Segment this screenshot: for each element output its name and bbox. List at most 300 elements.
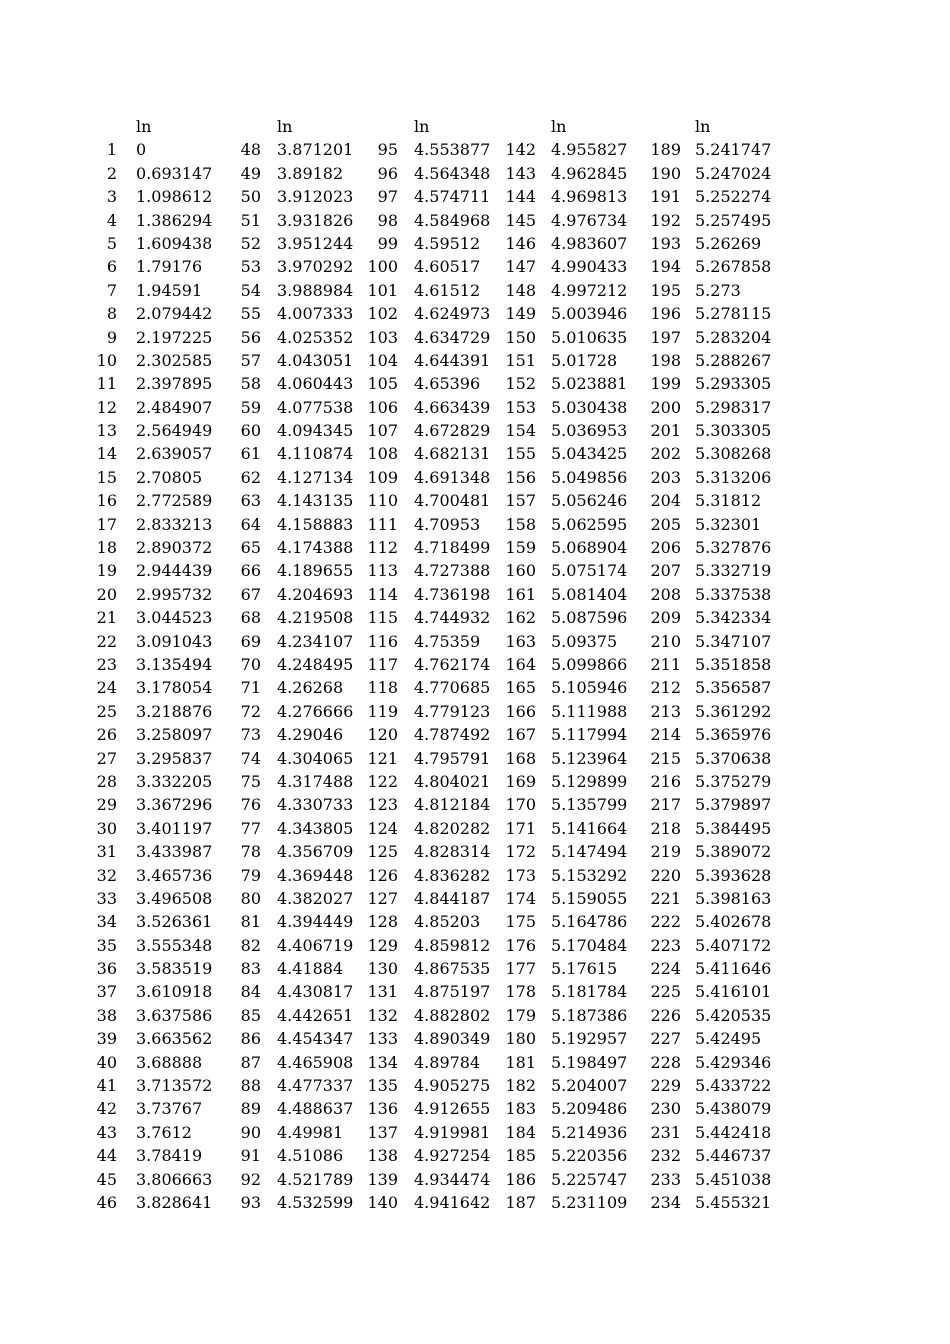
n-cell: 110 — [367, 491, 398, 511]
n-cell: 20 — [96, 584, 117, 604]
n-cell: 184 — [505, 1122, 536, 1142]
n-cell: 83 — [240, 959, 261, 979]
n-cell: 99 — [377, 233, 398, 253]
ln-value-cell: 4.663439 — [414, 397, 491, 417]
n-cell: 205 — [650, 514, 681, 534]
ln-value-cell: 5.135799 — [551, 795, 628, 815]
n-cell: 91 — [240, 1146, 261, 1166]
column-header-ln: ln — [136, 117, 152, 136]
ln-value-cell: 4.75359 — [414, 631, 481, 651]
ln-value-cell: 3.637586 — [136, 1005, 213, 1025]
ln-value-cell: 3.583519 — [136, 959, 213, 979]
ln-value-cell: 3.401197 — [136, 818, 213, 838]
n-cell: 80 — [240, 888, 261, 908]
ln-value-cell: 4.356709 — [277, 842, 354, 862]
ln-value-cell: 3.7612 — [136, 1122, 192, 1142]
ln-value-cell: 5.241747 — [695, 140, 772, 160]
n-cell: 62 — [240, 467, 261, 487]
n-cell: 102 — [367, 304, 398, 324]
n-cell: 126 — [367, 865, 398, 885]
n-cell: 13 — [96, 421, 117, 441]
n-cell: 227 — [650, 1029, 681, 1049]
ln-value-cell: 5.273 — [695, 280, 741, 300]
n-cell: 139 — [367, 1169, 398, 1189]
n-cell: 25 — [96, 701, 117, 721]
table-row — [0, 489, 950, 512]
ln-value-cell: 4.919981 — [414, 1122, 491, 1142]
ln-value-cell: 4.477337 — [277, 1076, 354, 1096]
ln-value-cell: 5.141664 — [551, 818, 628, 838]
ln-value-cell: 3.218876 — [136, 701, 213, 721]
n-cell: 164 — [505, 654, 536, 674]
table-row — [0, 232, 950, 255]
ln-value-cell: 3.931826 — [277, 210, 354, 230]
ln-value-cell: 4.983607 — [551, 233, 628, 253]
n-cell: 228 — [650, 1052, 681, 1072]
table-row — [0, 583, 950, 606]
n-cell: 37 — [96, 982, 117, 1002]
n-cell: 183 — [505, 1099, 536, 1119]
n-cell: 214 — [650, 725, 681, 745]
ln-value-cell: 4.077538 — [277, 397, 354, 417]
n-cell: 194 — [650, 257, 681, 277]
table-row — [0, 606, 950, 629]
n-cell: 57 — [240, 350, 261, 370]
ln-value-cell: 4.060443 — [277, 374, 354, 394]
table-row — [0, 1168, 950, 1191]
ln-value-cell: 4.691348 — [414, 467, 491, 487]
ln-value-cell: 5.379897 — [695, 795, 772, 815]
ln-value-cell: 2.079442 — [136, 304, 213, 324]
ln-value-cell: 5.313206 — [695, 467, 772, 487]
ln-value-cell: 5.225747 — [551, 1169, 628, 1189]
n-cell: 163 — [505, 631, 536, 651]
n-cell: 197 — [650, 327, 681, 347]
ln-value-cell: 3.806663 — [136, 1169, 213, 1189]
n-cell: 46 — [96, 1192, 117, 1212]
n-cell: 159 — [505, 538, 536, 558]
table-row — [0, 1027, 950, 1050]
n-cell: 74 — [240, 748, 261, 768]
table-row — [0, 1051, 950, 1074]
ln-value-cell: 4.682131 — [414, 444, 491, 464]
n-cell: 2 — [106, 163, 117, 183]
ln-value-cell: 1.79176 — [136, 257, 203, 277]
ln-value-cell: 4.795791 — [414, 748, 491, 768]
n-cell: 203 — [650, 467, 681, 487]
n-cell: 130 — [367, 959, 398, 979]
ln-value-cell: 5.433722 — [695, 1076, 772, 1096]
n-cell: 107 — [367, 421, 398, 441]
ln-value-cell: 4.521789 — [277, 1169, 354, 1189]
n-cell: 119 — [367, 701, 398, 721]
n-cell: 3 — [106, 187, 117, 207]
n-cell: 200 — [650, 397, 681, 417]
ln-value-cell: 4.127134 — [277, 467, 354, 487]
n-cell: 63 — [240, 491, 261, 511]
ln-value-cell: 4.110874 — [277, 444, 354, 464]
n-cell: 22 — [96, 631, 117, 651]
ln-value-cell: 2.197225 — [136, 327, 213, 347]
ln-value-cell: 5.31812 — [695, 491, 762, 511]
n-cell: 60 — [240, 421, 261, 441]
ln-value-cell: 4.219508 — [277, 608, 354, 628]
n-cell: 162 — [505, 608, 536, 628]
n-cell: 157 — [505, 491, 536, 511]
ln-value-cell: 4.60517 — [414, 257, 481, 277]
ln-value-cell: 5.420535 — [695, 1005, 772, 1025]
n-cell: 12 — [96, 397, 117, 417]
n-cell: 36 — [96, 959, 117, 979]
n-cell: 149 — [505, 304, 536, 324]
ln-value-cell: 4.406719 — [277, 935, 354, 955]
ln-value-cell: 4.844187 — [414, 888, 491, 908]
ln-value-cell: 4.890349 — [414, 1029, 491, 1049]
n-cell: 89 — [240, 1099, 261, 1119]
ln-value-cell: 4.007333 — [277, 304, 354, 324]
n-cell: 41 — [96, 1076, 117, 1096]
table-row — [0, 185, 950, 208]
ln-value-cell: 4.820282 — [414, 818, 491, 838]
ln-value-cell: 5.398163 — [695, 888, 772, 908]
n-cell: 226 — [650, 1005, 681, 1025]
n-cell: 109 — [367, 467, 398, 487]
table-row — [0, 1074, 950, 1097]
table-row — [0, 1097, 950, 1120]
ln-value-cell: 5.209486 — [551, 1099, 628, 1119]
ln-value-cell: 5.429346 — [695, 1052, 772, 1072]
n-cell: 19 — [96, 561, 117, 581]
ln-value-cell: 3.178054 — [136, 678, 213, 698]
n-cell: 16 — [96, 491, 117, 511]
n-cell: 216 — [650, 771, 681, 791]
ln-value-cell: 5.087596 — [551, 608, 628, 628]
n-cell: 150 — [505, 327, 536, 347]
n-cell: 217 — [650, 795, 681, 815]
n-cell: 4 — [106, 210, 117, 230]
ln-value-cell: 4.962845 — [551, 163, 628, 183]
n-cell: 223 — [650, 935, 681, 955]
ln-value-cell: 4.276666 — [277, 701, 354, 721]
n-cell: 135 — [367, 1076, 398, 1096]
n-cell: 143 — [505, 163, 536, 183]
ln-value-cell: 5.099866 — [551, 654, 628, 674]
ln-value-cell: 5.01728 — [551, 350, 618, 370]
ln-value-cell: 4.430817 — [277, 982, 354, 1002]
n-cell: 44 — [96, 1146, 117, 1166]
n-cell: 129 — [367, 935, 398, 955]
n-cell: 148 — [505, 280, 536, 300]
ln-value-cell: 5.117994 — [551, 725, 628, 745]
table-row — [0, 279, 950, 302]
ln-value-cell: 4.912655 — [414, 1099, 491, 1119]
n-cell: 142 — [505, 140, 536, 160]
n-cell: 153 — [505, 397, 536, 417]
n-cell: 58 — [240, 374, 261, 394]
n-cell: 64 — [240, 514, 261, 534]
n-cell: 167 — [505, 725, 536, 745]
ln-value-cell: 4.997212 — [551, 280, 628, 300]
n-cell: 181 — [505, 1052, 536, 1072]
ln-value-cell: 5.267858 — [695, 257, 772, 277]
ln-value-cell: 5.153292 — [551, 865, 628, 885]
n-cell: 105 — [367, 374, 398, 394]
ln-value-cell: 4.488637 — [277, 1099, 354, 1119]
ln-value-cell: 4.094345 — [277, 421, 354, 441]
ln-value-cell: 5.278115 — [695, 304, 772, 324]
n-cell: 208 — [650, 584, 681, 604]
n-cell: 120 — [367, 725, 398, 745]
n-cell: 190 — [650, 163, 681, 183]
ln-value-cell: 5.351858 — [695, 654, 772, 674]
ln-value-cell: 1.386294 — [136, 210, 213, 230]
ln-value-cell: 5.164786 — [551, 912, 628, 932]
ln-value-cell: 4.584968 — [414, 210, 491, 230]
ln-value-cell: 5.062595 — [551, 514, 628, 534]
ln-value-cell: 4.343805 — [277, 818, 354, 838]
ln-value-cell: 5.111988 — [551, 701, 628, 721]
ln-value-cell: 4.804021 — [414, 771, 491, 791]
n-cell: 70 — [240, 654, 261, 674]
n-cell: 201 — [650, 421, 681, 441]
ln-value-cell: 5.049856 — [551, 467, 628, 487]
ln-value-cell: 3.78419 — [136, 1146, 203, 1166]
n-cell: 7 — [106, 280, 117, 300]
ln-value-cell: 5.081404 — [551, 584, 628, 604]
n-cell: 6 — [106, 257, 117, 277]
table-row — [0, 957, 950, 980]
ln-value-cell: 5.337538 — [695, 584, 772, 604]
ln-value-cell: 3.044523 — [136, 608, 213, 628]
n-cell: 234 — [650, 1192, 681, 1212]
ln-value-cell: 5.192957 — [551, 1029, 628, 1049]
ln-value-cell: 5.308268 — [695, 444, 772, 464]
n-cell: 137 — [367, 1122, 398, 1142]
ln-value-cell: 4.59512 — [414, 233, 481, 253]
n-cell: 152 — [505, 374, 536, 394]
n-cell: 24 — [96, 678, 117, 698]
ln-value-cell: 5.247024 — [695, 163, 772, 183]
n-cell: 168 — [505, 748, 536, 768]
ln-value-cell: 4.672829 — [414, 421, 491, 441]
n-cell: 209 — [650, 608, 681, 628]
n-cell: 177 — [505, 959, 536, 979]
column-header-ln: ln — [277, 117, 293, 136]
n-cell: 172 — [505, 842, 536, 862]
ln-value-cell: 0 — [136, 140, 147, 160]
ln-value-cell: 4.976734 — [551, 210, 628, 230]
ln-value-cell: 5.105946 — [551, 678, 628, 698]
table-row — [0, 372, 950, 395]
ln-value-cell: 3.555348 — [136, 935, 213, 955]
n-cell: 26 — [96, 725, 117, 745]
n-cell: 49 — [240, 163, 261, 183]
n-cell: 114 — [367, 584, 398, 604]
n-cell: 79 — [240, 865, 261, 885]
ln-value-cell: 5.32301 — [695, 514, 762, 534]
ln-value-cell: 5.407172 — [695, 935, 772, 955]
ln-value-cell: 5.231109 — [551, 1192, 628, 1212]
table-row — [0, 138, 950, 161]
n-cell: 15 — [96, 467, 117, 487]
ln-value-cell: 5.159055 — [551, 888, 628, 908]
n-cell: 180 — [505, 1029, 536, 1049]
n-cell: 53 — [240, 257, 261, 277]
ln-value-cell: 5.442418 — [695, 1122, 772, 1142]
n-cell: 118 — [367, 678, 398, 698]
ln-value-cell: 4.882802 — [414, 1005, 491, 1025]
n-cell: 77 — [240, 818, 261, 838]
ln-value-cell: 5.198497 — [551, 1052, 628, 1072]
ln-value-cell: 4.779123 — [414, 701, 491, 721]
n-cell: 146 — [505, 233, 536, 253]
n-cell: 27 — [96, 748, 117, 768]
table-row — [0, 1004, 950, 1027]
n-cell: 212 — [650, 678, 681, 698]
ln-value-cell: 2.944439 — [136, 561, 213, 581]
n-cell: 8 — [106, 304, 117, 324]
n-cell: 103 — [367, 327, 398, 347]
n-cell: 182 — [505, 1076, 536, 1096]
ln-value-cell: 3.970292 — [277, 257, 354, 277]
n-cell: 5 — [106, 233, 117, 253]
ln-value-cell: 0.693147 — [136, 163, 213, 183]
ln-value-cell: 4.189655 — [277, 561, 354, 581]
ln-value-cell: 4.369448 — [277, 865, 354, 885]
ln-value-cell: 5.384495 — [695, 818, 772, 838]
ln-value-cell: 5.220356 — [551, 1146, 628, 1166]
ln-value-cell: 4.330733 — [277, 795, 354, 815]
ln-value-cell: 5.26269 — [695, 233, 762, 253]
table-row — [0, 980, 950, 1003]
n-cell: 187 — [505, 1192, 536, 1212]
ln-value-cell: 2.564949 — [136, 421, 213, 441]
n-cell: 225 — [650, 982, 681, 1002]
ln-table — [0, 115, 950, 1214]
ln-value-cell: 4.905275 — [414, 1076, 491, 1096]
ln-value-cell: 4.234107 — [277, 631, 354, 651]
n-cell: 131 — [367, 982, 398, 1002]
n-cell: 104 — [367, 350, 398, 370]
n-cell: 192 — [650, 210, 681, 230]
n-cell: 51 — [240, 210, 261, 230]
n-cell: 40 — [96, 1052, 117, 1072]
n-cell: 195 — [650, 280, 681, 300]
n-cell: 112 — [367, 538, 398, 558]
n-cell: 113 — [367, 561, 398, 581]
ln-value-cell: 3.713572 — [136, 1076, 213, 1096]
ln-value-cell: 2.302585 — [136, 350, 213, 370]
ln-value-cell: 5.365976 — [695, 725, 772, 745]
ln-value-cell: 5.023881 — [551, 374, 628, 394]
n-cell: 132 — [367, 1005, 398, 1025]
n-cell: 30 — [96, 818, 117, 838]
table-row — [0, 653, 950, 676]
n-cell: 96 — [377, 163, 398, 183]
table-row — [0, 676, 950, 699]
ln-value-cell: 4.744932 — [414, 608, 491, 628]
n-cell: 10 — [96, 350, 117, 370]
ln-value-cell: 5.303305 — [695, 421, 772, 441]
n-cell: 147 — [505, 257, 536, 277]
ln-value-cell: 3.988984 — [277, 280, 354, 300]
n-cell: 106 — [367, 397, 398, 417]
ln-value-cell: 3.89182 — [277, 163, 344, 183]
ln-value-cell: 4.204693 — [277, 584, 354, 604]
header-row — [0, 115, 950, 138]
n-cell: 196 — [650, 304, 681, 324]
ln-value-cell: 5.332719 — [695, 561, 772, 581]
n-cell: 116 — [367, 631, 398, 651]
n-cell: 136 — [367, 1099, 398, 1119]
ln-value-cell: 4.934474 — [414, 1169, 491, 1189]
n-cell: 9 — [106, 327, 117, 347]
table-row — [0, 513, 950, 536]
n-cell: 166 — [505, 701, 536, 721]
n-cell: 231 — [650, 1122, 681, 1142]
table-row — [0, 1191, 950, 1214]
ln-value-cell: 2.890372 — [136, 538, 213, 558]
ln-value-cell: 4.836282 — [414, 865, 491, 885]
ln-value-cell: 4.174388 — [277, 538, 354, 558]
table-row — [0, 419, 950, 442]
n-cell: 66 — [240, 561, 261, 581]
n-cell: 198 — [650, 350, 681, 370]
ln-value-cell: 5.030438 — [551, 397, 628, 417]
n-cell: 173 — [505, 865, 536, 885]
ln-value-cell: 4.26268 — [277, 678, 344, 698]
n-cell: 125 — [367, 842, 398, 862]
ln-value-cell: 4.442651 — [277, 1005, 354, 1025]
n-cell: 161 — [505, 584, 536, 604]
ln-value-cell: 5.438079 — [695, 1099, 772, 1119]
table-row — [0, 1144, 950, 1167]
n-cell: 230 — [650, 1099, 681, 1119]
n-cell: 73 — [240, 725, 261, 745]
n-cell: 78 — [240, 842, 261, 862]
n-cell: 75 — [240, 771, 261, 791]
n-cell: 92 — [240, 1169, 261, 1189]
column-header-ln: ln — [695, 117, 711, 136]
ln-value-cell: 5.075174 — [551, 561, 628, 581]
ln-value-cell: 3.828641 — [136, 1192, 213, 1212]
ln-value-cell: 3.367296 — [136, 795, 213, 815]
ln-value-cell: 4.158883 — [277, 514, 354, 534]
n-cell: 121 — [367, 748, 398, 768]
ln-value-cell: 5.455321 — [695, 1192, 772, 1212]
table-row — [0, 934, 950, 957]
table-row — [0, 910, 950, 933]
table-row — [0, 255, 950, 278]
ln-value-cell: 5.09375 — [551, 631, 618, 651]
ln-value-cell: 4.025352 — [277, 327, 354, 347]
ln-value-cell: 5.214936 — [551, 1122, 628, 1142]
n-cell: 35 — [96, 935, 117, 955]
ln-value-cell: 5.402678 — [695, 912, 772, 932]
n-cell: 151 — [505, 350, 536, 370]
n-cell: 128 — [367, 912, 398, 932]
n-cell: 169 — [505, 771, 536, 791]
ln-value-cell: 4.49981 — [277, 1122, 344, 1142]
ln-value-cell: 4.990433 — [551, 257, 628, 277]
table-row — [0, 864, 950, 887]
n-cell: 111 — [367, 514, 398, 534]
ln-value-cell: 1.94591 — [136, 280, 203, 300]
ln-value-cell: 4.382027 — [277, 888, 354, 908]
n-cell: 154 — [505, 421, 536, 441]
n-cell: 17 — [96, 514, 117, 534]
n-cell: 206 — [650, 538, 681, 558]
